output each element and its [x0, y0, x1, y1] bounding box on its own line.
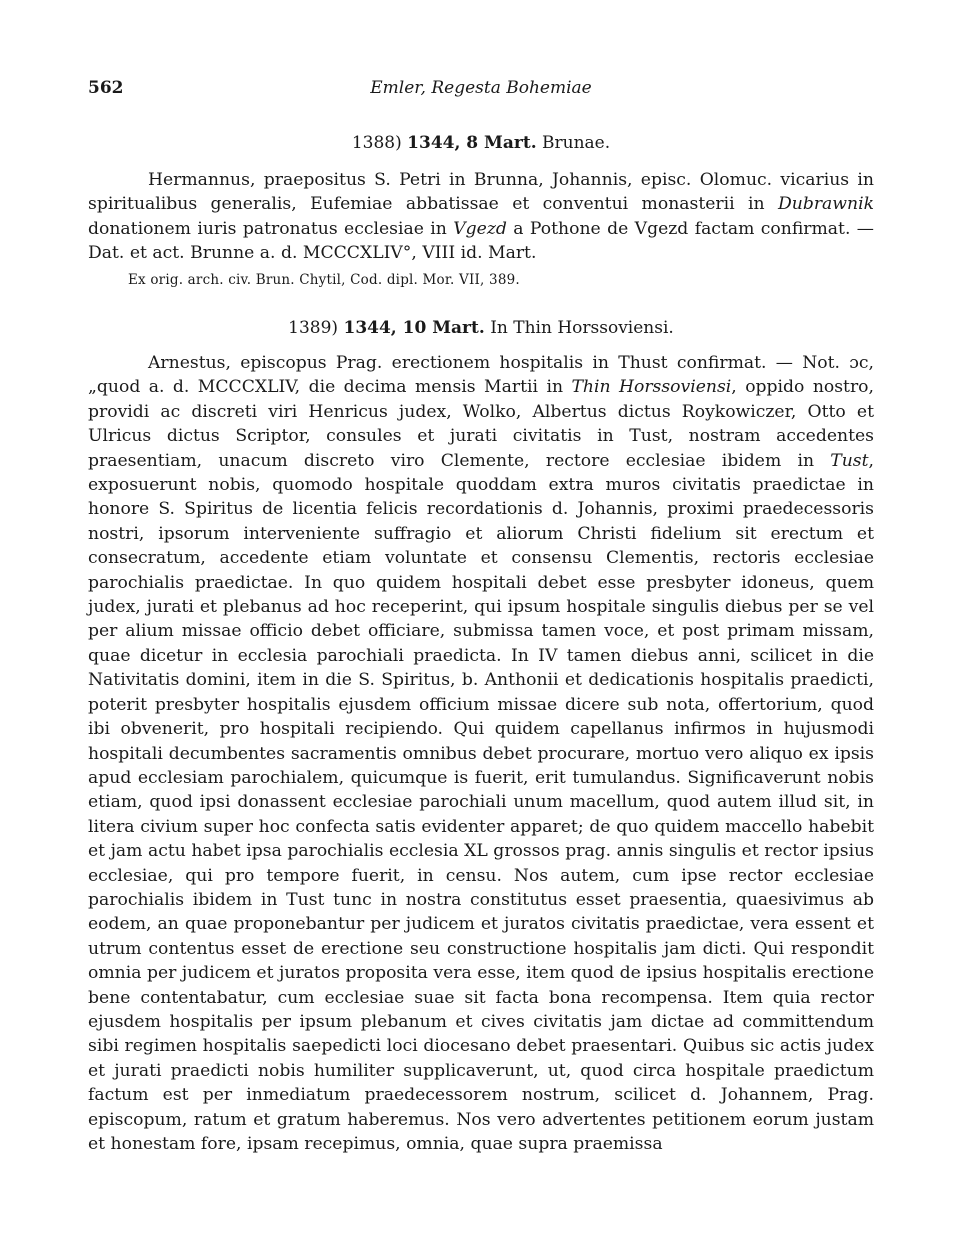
entry-place: Brunae. [542, 133, 611, 153]
text-part: a Pothone de Vgezd factam confirmat. — Dat. et act. Brunne a. d. MCCCXLIV°, VIII id. Mart. [88, 218, 874, 264]
text-part-italic: Tust [830, 450, 869, 471]
entry-heading [88, 318, 874, 338]
page-number: 562 [88, 78, 124, 98]
entry-number: 1389) [288, 318, 339, 338]
page-header [88, 78, 874, 106]
entry-text [88, 168, 874, 266]
entry-place: In Thin Horssoviensi. [490, 318, 674, 338]
entry-number: 1388) [351, 133, 402, 153]
text-part-italic: Vgezd [453, 218, 507, 239]
entry-date: 1344, 10 Mart. [343, 318, 485, 338]
entry-date: 1344, 8 Mart. [407, 133, 537, 153]
text-part-italic: Dubrawnik [777, 194, 874, 215]
entry-heading [88, 133, 874, 153]
text-part-italic: Thin Horssoviensi [571, 377, 732, 398]
text-part: , oppido nostro, providi ac discreti viri Henricus judex, Wolko, Albertus dictus Roykowiczer, Otto et Ulricus dictus Scriptor, consules et jurati civitatis in Tust, nostram accedentes praesentiam, unacum discreto viro Clemente, rectore ecclesiae ibidem in [88, 377, 874, 471]
text-part: Arnestus, episcopus Prag. erectionem hospitalis in Thust confirmat. — Not. ɔc, „quod a. d. MCCCXLIV, die decima mensis Martii in [88, 353, 874, 398]
text-part: Hermannus, praepositus S. Petri in Brunna, Johannis, episc. Olomuc. vicarius in spiritualibus generalis, Eufemiae abbatissae et conventui monasterii in [88, 170, 874, 215]
text-part: donationem iuris patronatus ecclesiae in [88, 218, 454, 239]
text-part: , exposuerunt nobis, quomodo hospitale quoddam extra muros civitatis praedictae in honore S. Spiritus de licentia felicis recordationis d. Johannis, proximi praedecessoris nostri, ipsorum interveniente suffragio et aliorum Christi fidelium sit erectum et consecratum, accedente etiam voluntate et consensu Clementis, rectoris ecclesiae parochialis praedictae. In quo quidem hospitali debet esse presbyter idoneus, quem judex, jurati et plebanus ad hoc receperint, qui ipsum hospitale singulis diebus per se vel per alium missae officio debet officiare, submissa tamen voce, et post primam missam, quae dicetur in ecclesia parochiali praedicta. In IV tamen diebus anni, scilicet in die Nativitatis domini, item in die S. Spiritus, b. Anthonii et dedicationis hospitalis praedicti, poterit presbyter hospitalis ejusdem officium missae dicere sub nota, offertorium, quod ibi obvenerit, pro hospitali recipiendo. Qui quidem capellanus infirmos in hujusmodi hospitali decumbentes sacramentis omnibus debet procurare, mortuo vero aliquo ex ipsis apud ecclesiam parochialem, quicumque is fuerit, erit tumulandus. Significaverunt nobis etiam, quod ipsi donassent ecclesiae parochiali unum macellum, quod autem illud sit, in litera civium super hoc confecta satis evidenter apparet; de quo quidem maccello habebit et jam actu habet ipsa parochialis ecclesia XL grossos prag. annis singulis et rector ipsius ecclesiae, qui pro tempore fuerit, in censu. Nos autem, cum ipse rector ecclesiae parochialis ibidem in Tust tunc in nostra constitutus esset praesentia, quaesivimus ab eodem, an quae proponebantur per judicem et juratos civitatis praedictae, vera essent et utrum contentus esset de erectione seu constructione hospitalis jam dicti. Qui respondit omnia per judicem et juratos proposita vera esse, item quod de ipsius hospitalis erectione bene contentabatur, cum ecclesiae suae sit facta bona recompensa. Item quia rector ejusdem hospitalis per ipsum plebanum et cives civitatis jam dictae ad committendum sibi regimen hospitalis saepedicti loci diocesano debet praesentari. Quibus sic actis judex et jurati praedicti nobis humiliter supplicaverunt, ut, quod circa hospitale praedictum factum est per inmediatum praedecessorem nostrum, scilicet d. Johannem, Prag. episcopum, ratum et gratum haberemus. Nos vero advertentes petitionem eorum justam et honestam fore, ipsam recepimus, omnia, quae supra praemissa [88, 450, 874, 1154]
running-title: Emler, Regesta Bohemiae [370, 78, 592, 98]
source-citation: Ex orig. arch. civ. Brun. Chytil, Cod. dipl. Mor. VII, 389. [128, 272, 520, 288]
entry-text [88, 351, 874, 1156]
